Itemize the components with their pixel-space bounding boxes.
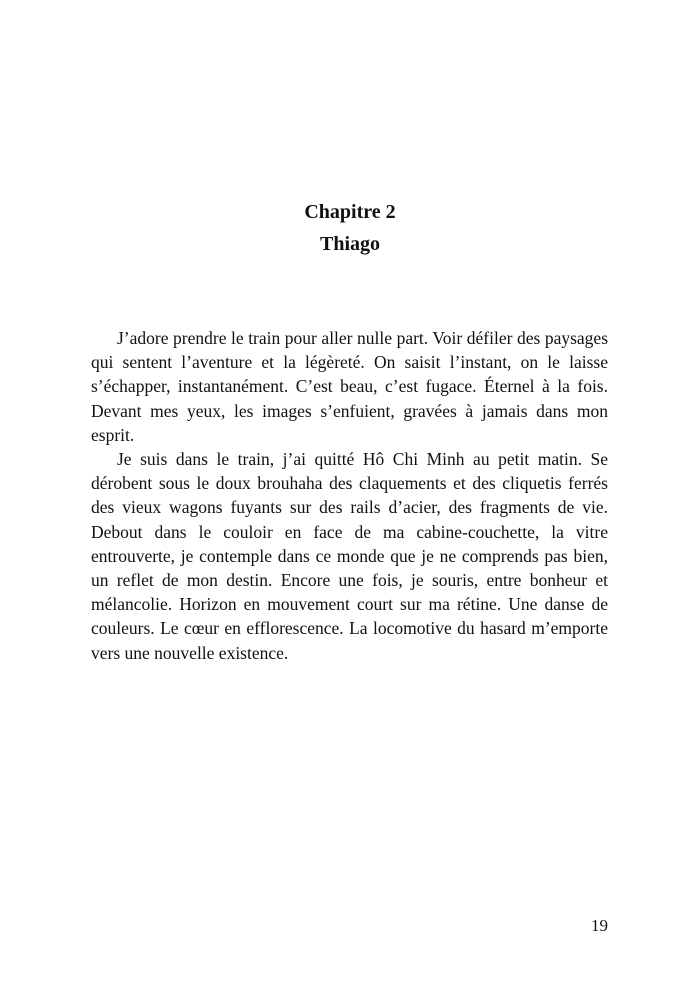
chapter-body — [91, 326, 608, 665]
chapter-title: Thiago — [319, 233, 381, 255]
page-number: 19 — [591, 916, 608, 935]
chapter-heading — [0, 196, 700, 260]
chapter-number: Chapitre 2 — [304, 201, 396, 223]
paragraph: J’adore prendre le train pour aller nulle part. Voir défiler des paysages qui sentent l’aventure et la légèreté. On saisit l’instant, on le laisse s’échapper, instantanément. C’est beau, c’est fugace. Éternel à la fois. Devant mes yeux, les images s’enfuient, gravées à jamais dans mon esprit. — [91, 328, 608, 445]
paragraph: Je suis dans le train, j’ai quitté Hô Chi Minh au petit matin. Se dérobent sous le doux brouhaha des claquements et des cliquetis ferrés des vieux wagons fuyants sur des rails d’acier, des fragments de vie. Debout dans le couloir en face de ma cabine-couchette, la vitre entrouverte, je contemple dans ce monde que je ne comprends pas bien, un reflet de mon destin. Encore une fois, je souris, entre bonheur et mélancolie. Horizon en mouvement court sur ma rétine. Une danse de couleurs. Le cœur en efflorescence. La locomotive du hasard m’emporte vers une nouvelle existence. — [91, 449, 608, 663]
